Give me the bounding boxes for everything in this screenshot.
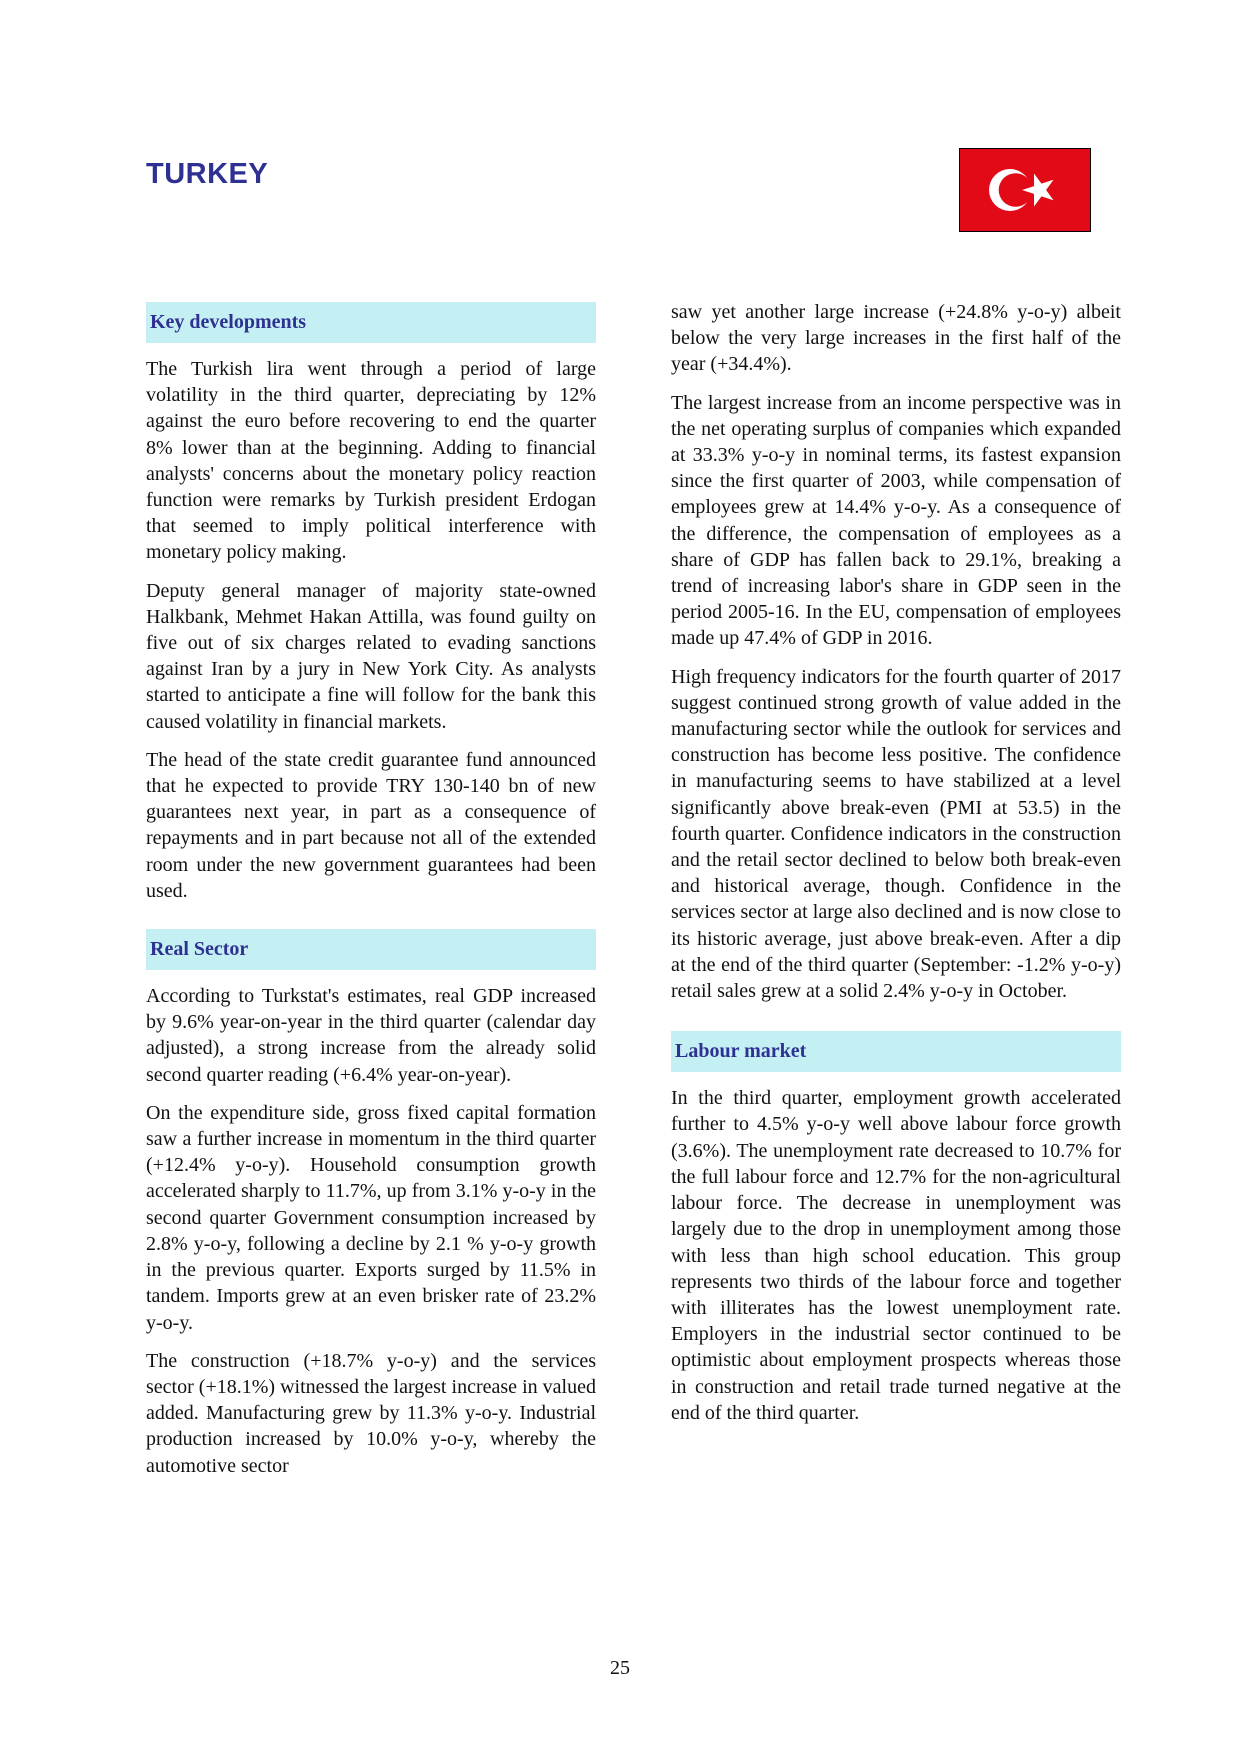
paragraph: The Turkish lira went through a period of large volatility in the third quarter, depreciating by 12% against the euro before recovering to end the quarter 8% lower than at the beginning. Adding to financial analysts' concerns about the monetary policy reaction function were remarks by Turkish president Erdogan that seemed to imply political interference with monetary policy making. bbox=[146, 358, 596, 564]
right-column bbox=[671, 299, 1121, 1426]
left-column bbox=[146, 302, 596, 1479]
paragraph: High frequency indicators for the fourth quarter of 2017 suggest continued strong growth of value added in the manufacturing sector while the outlook for services and construction has become less positive. The confidence in manufacturing seems to have stabilized at a level significantly above break-even (PMI at 53.5) in the fourth quarter. Confidence indicators in the construction and the retail sector declined to below both break-even and historical average, though. Confidence in the services sector at large also declined and is now close to its historic average, just above break-even. After a dip at the end of the third quarter (September: -1.2% y-o-y) retail sales grew at a solid 2.4% y-o-y in October. bbox=[671, 665, 1121, 1003]
page-title: TURKEY bbox=[146, 158, 269, 190]
paragraph: According to Turkstat's estimates, real GDP increased by 9.6% year-on-year in the third quarter (calendar day adjusted), a strong increase from the already solid second quarter reading (+6.4% year-on-year). bbox=[146, 985, 596, 1086]
section-heading-key-developments: Key developments bbox=[146, 302, 596, 343]
paragraph: Deputy general manager of majority state-owned Halkbank, Mehmet Hakan Attilla, was found guilty on five out of six charges related to evading sanctions against Iran by a jury in New York City. As analysts started to anticipate a fine will follow for the bank this caused volatility in financial markets. bbox=[146, 579, 596, 733]
section-heading-labour-market: Labour market bbox=[671, 1031, 1121, 1072]
paragraph: saw yet another large increase (+24.8% y-o-y) albeit below the very large increases in the first half of the year (+34.4%). bbox=[671, 301, 1121, 376]
section-heading-real-sector: Real Sector bbox=[146, 929, 596, 970]
paragraph: The head of the state credit guarantee fund announced that he expected to provide TRY 130-140 bn of new guarantees next year, in part as a consequence of repayments and in part because not all of the extended room under the new government guarantees had been used. bbox=[146, 748, 596, 902]
turkey-flag-icon bbox=[959, 148, 1091, 232]
paragraph: The largest increase from an income perspective was in the net operating surplus of companies which expanded at 33.3% y-o-y in nominal terms, its fastest expansion since the first quarter of 2003, while compensation of employees grew at 14.4% y-o-y. As a consequence of the difference, the compensation of employees as a share of GDP has fallen back to 29.1%, breaking a trend of increasing labor's share in GDP seen in the period 2005-16. In the EU, compensation of employees made up 47.4% of GDP in 2016. bbox=[671, 391, 1121, 650]
paragraph: The construction (+18.7% y-o-y) and the services sector (+18.1%) witnessed the largest increase in valued added. Manufacturing grew by 11.3% y-o-y. Industrial production increased by 10.0% y-o-y, whereby the automotive sector bbox=[146, 1349, 596, 1477]
paragraph: In the third quarter, employment growth accelerated further to 4.5% y-o-y well above labour force growth (3.6%). The unemployment rate decreased to 10.7% for the full labour force and 12.7% for the non-agricultural labour force. The decrease in unemployment was largely due to the drop in unemployment among those with less than high school education. This group represents two thirds of the labour force and together with illiterates has the lowest unemployment rate. Employers in the industrial sector continued to be optimistic about employment prospects whereas those in construction and retail trade turned negative at the end of the third quarter. bbox=[671, 1087, 1121, 1424]
paragraph: On the expenditure side, gross fixed capital formation saw a further increase in momentum in the third quarter (+12.4% y-o-y). Household consumption growth accelerated sharply to 11.7%, up from 3.1% y-o-y in the second quarter Government consumption increased by 2.8% y-o-y, following a decline by 2.1 % y-o-y growth in the previous quarter. Exports surged by 11.5% in tandem. Imports grew at an even brisker rate of 23.2% y-o-y. bbox=[146, 1101, 596, 1334]
page-number: 25 bbox=[610, 1657, 630, 1679]
